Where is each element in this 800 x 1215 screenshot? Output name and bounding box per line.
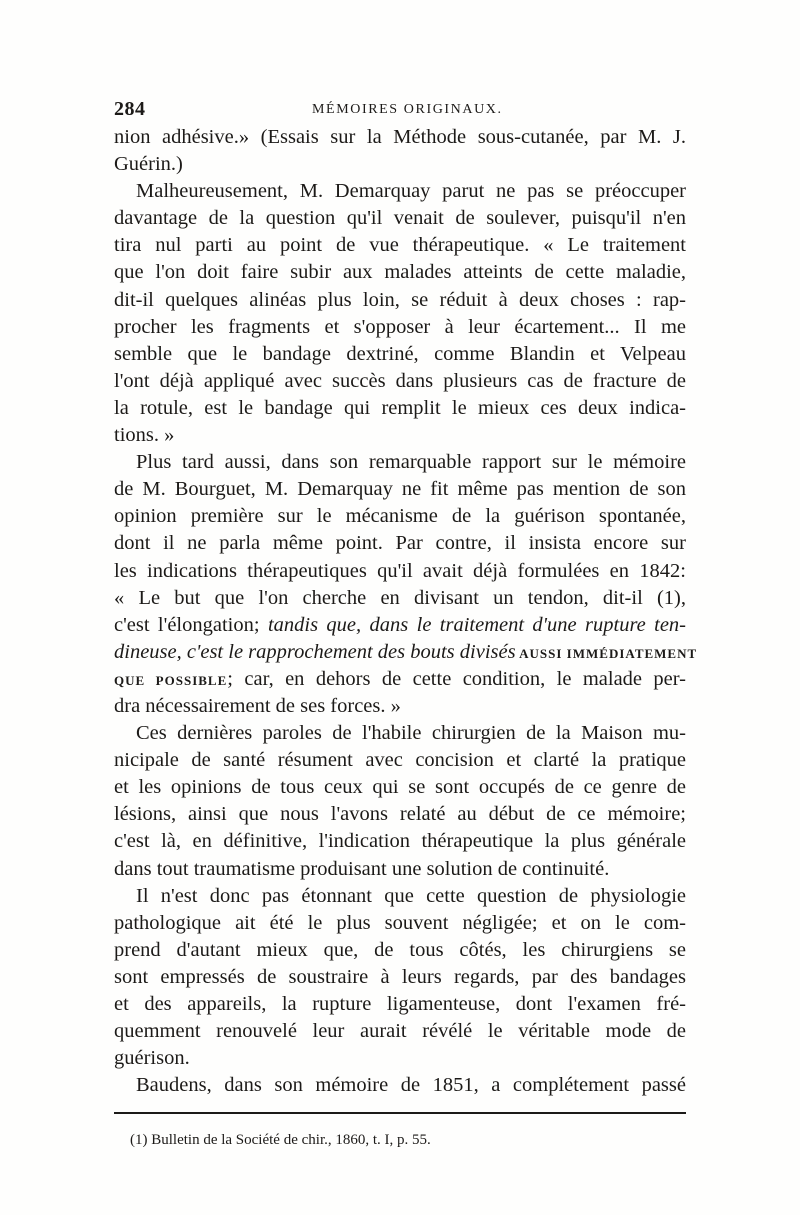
text-line: procher les fragments et s'opposer à leur écartement... Il me xyxy=(114,315,686,338)
footnote: (1) Bulletin de la Société de chir., 1860, t. I, p. 55. xyxy=(130,1132,431,1148)
running-head: MÉMOIRES ORIGINAUX. xyxy=(312,102,503,117)
small-caps-run: AUSSI IMMÉDIATEMENT xyxy=(515,645,698,661)
text-line: nicipale de santé résument avec concision et clarté la pratique xyxy=(114,749,686,772)
text-line: sont empressés de soustraire à leurs regards, par des bandages xyxy=(114,965,686,988)
text-line: Plus tard aussi, dans son remarquable rapport sur le mémoire xyxy=(136,451,686,474)
text-line: la rotule, est le bandage qui remplit le mieux ces deux indica- xyxy=(114,396,686,419)
text-line: « Le but que l'on cherche en divisant un tendon, dit-il (1), xyxy=(114,586,686,609)
text-line: dra nécessairement de ses forces. » xyxy=(114,694,401,717)
text-line: semble que le bandage dextriné, comme Blandin et Velpeau xyxy=(114,342,686,365)
text-line: dont il ne parla même point. Par contre, il insista encore sur xyxy=(114,532,686,555)
roman-run: c'est l'élongation; xyxy=(114,613,268,636)
text-line: Guérin.) xyxy=(114,153,183,176)
text-line: que l'on doit faire subir aux malades atteints de cette maladie, xyxy=(114,261,686,284)
text-line: de M. Bourguet, M. Demarquay ne fit même pas mention de son xyxy=(114,478,686,501)
text-line: pathologique ait été le plus souvent négligée; et on le com- xyxy=(114,911,686,934)
text-line: dans tout traumatisme produisant une solution de continuité. xyxy=(114,857,610,880)
page-number: 284 xyxy=(114,98,146,120)
text-line: Baudens, dans son mémoire de 1851, a complétement passé xyxy=(136,1074,686,1097)
text-line: lésions, ainsi que nous l'avons relaté au début de ce mémoire; xyxy=(114,803,686,826)
text-line: et des appareils, la rupture ligamenteuse, dont l'examen fré- xyxy=(114,993,686,1015)
page-header xyxy=(114,98,686,126)
text-line: Ces dernières paroles de l'habile chirurgien de la Maison mu- xyxy=(136,722,686,745)
italic-run: dineuse, c'est le rapprochement des bouts divisés xyxy=(114,640,516,663)
text-line: l'ont déjà appliqué avec succès dans plusieurs cas de fracture de xyxy=(114,369,686,392)
text-line xyxy=(114,639,698,666)
footnote-rule xyxy=(114,1112,686,1114)
text-line: c'est là, en définitive, l'indication thérapeutique la plus générale xyxy=(114,830,686,853)
text-line: Malheureusement, M. Demarquay parut ne pas se préoccuper xyxy=(136,180,686,203)
roman-run: ; car, en dehors de cette condition, le malade per- xyxy=(227,667,686,690)
text-line: dit-il quelques alinéas plus loin, se réduit à deux choses : rap- xyxy=(114,288,686,311)
text-line: guérison. xyxy=(114,1047,190,1070)
text-line: nion adhésive.» (Essais sur la Méthode sous-cutanée, par M. J. xyxy=(114,126,686,148)
text-line: tira nul parti au point de vue thérapeutique. « Le traitement xyxy=(114,234,686,257)
text-line: tions. » xyxy=(114,424,175,447)
text-line: Il n'est donc pas étonnant que cette question de physiologie xyxy=(136,884,686,907)
text-line: prend d'autant mieux que, de tous côtés, les chirurgiens se xyxy=(114,938,686,961)
text-line xyxy=(114,612,686,639)
text-line: davantage de la question qu'il venait de soulever, puisqu'il n'en xyxy=(114,207,686,230)
body-text xyxy=(114,124,698,1099)
text-line: quemment renouvelé leur aurait révélé le véritable mode de xyxy=(114,1020,686,1043)
text-line xyxy=(114,666,686,693)
text-line: les indications thérapeutiques qu'il avait déjà formulées en 1842: xyxy=(114,559,686,582)
small-caps-run: QUE POSSIBLE xyxy=(114,672,228,688)
text-line: opinion première sur le mécanisme de la guérison spontanée, xyxy=(114,505,686,528)
italic-run: tandis que, dans le traitement d'une rupture ten- xyxy=(267,613,686,636)
text-line: et les opinions de tous ceux qui se sont occupés de ce genre de xyxy=(114,776,686,799)
